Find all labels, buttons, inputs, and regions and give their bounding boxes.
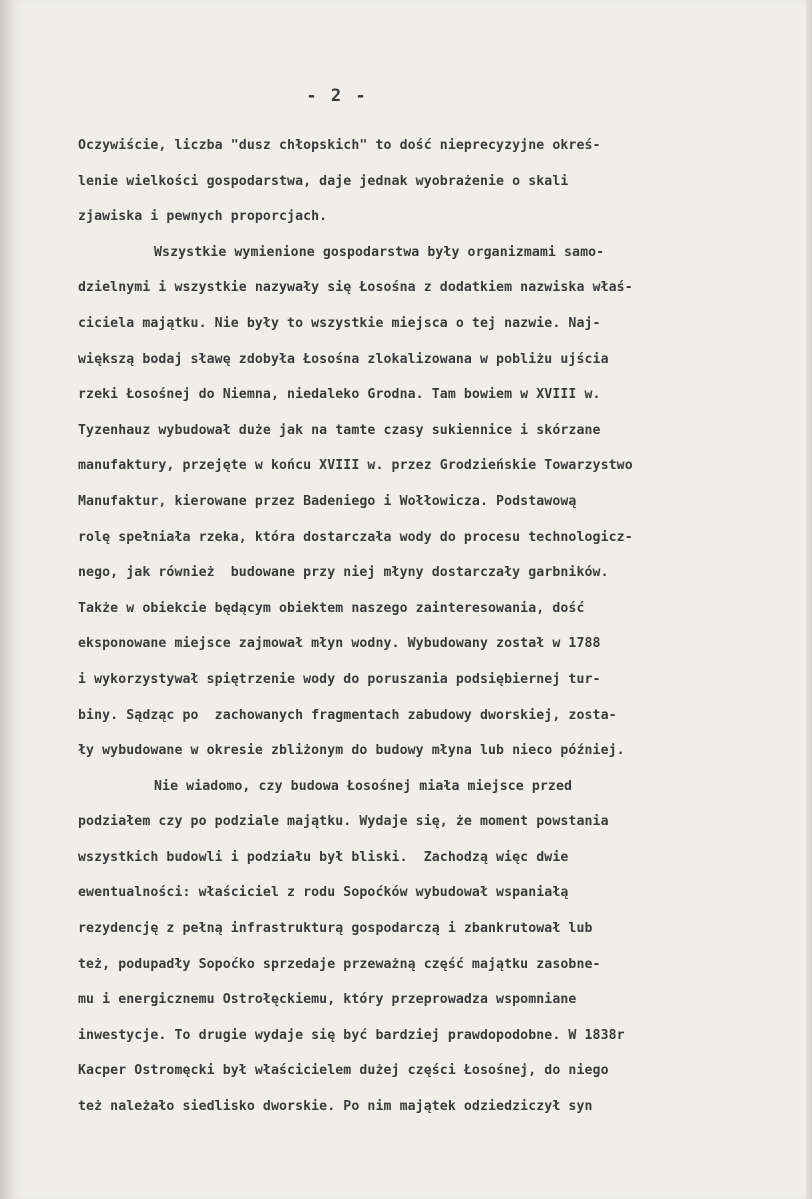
text-line: Oczywiście, liczba "dusz chłopskich" to dość nieprecyzyjne okreś-: [78, 138, 601, 153]
text-line: ewentualności: właściciel z rodu Sopoćków wybudował wspaniałą: [78, 885, 569, 901]
text-line: lenie wielkości gospodarstwa, daje jednak wyobrażenie o skali: [78, 173, 569, 189]
text-line: ciciela majątku. Nie były to wszystkie miejsca o tej nazwie. Naj-: [78, 315, 601, 331]
text-line: manufaktury, przejęte w końcu XVIII w. przez Grodzieńskie Towarzystwo: [78, 458, 633, 474]
paragraph-start-line: Nie wiadomo, czy budowa Łosośnej miała miejsce przed: [154, 778, 573, 794]
text-line: podziałem czy po podziale majątku. Wydaje się, że moment powstania: [78, 814, 609, 830]
text-line: Kacper Ostromęcki był właścicielem dużej części Łosośnej, do niego: [78, 1063, 609, 1079]
text-line: też należało siedlisko dworskie. Po nim majątek odziedziczył syn: [78, 1099, 593, 1115]
text-line: ły wybudowane w okresie zbliżonym do budowy młyna lub nieco później.: [78, 743, 625, 759]
text-line: mu i energicznemu Ostrołęckiemu, który przeprowadza wspomniane: [78, 992, 577, 1008]
paragraph-start-line: Wszystkie wymienione gospodarstwa były organizmami samo-: [154, 244, 605, 260]
text-line: rezydencję z pełną infrastrukturą gospodarczą i zbankrutował lub: [78, 921, 593, 937]
text-line: eksponowane miejsce zajmował młyn wodny. Wybudowany został w 1788: [78, 636, 601, 652]
page-number: - 2 -: [306, 86, 368, 106]
text-line: nego, jak również budowane przy niej młyny dostarczały garbników.: [78, 565, 609, 581]
text-line: Także w obiekcie będącym obiektem naszego zainteresowania, dość: [78, 600, 585, 616]
text-line: też, podupadły Sopoćko sprzedaje przeważną część majątku zasobne-: [78, 956, 601, 972]
text-line: Manufaktur, kierowane przez Badeniego i Wołłowicza. Podstawową: [78, 493, 577, 509]
body-text: [78, 128, 812, 1125]
text-line: zjawiska i pewnych proporcjach.: [78, 209, 328, 225]
text-line: dzielnymi i wszystkie nazywały się Łosośna z dodatkiem nazwiska właś-: [78, 280, 633, 296]
text-line: wszystkich budowli i podziału był bliski. Zachodzą więc dwie: [78, 849, 569, 865]
text-line: i wykorzystywał spiętrzenie wody do poruszania podsiębiernej tur-: [78, 671, 601, 687]
text-line: większą bodaj sławę zdobyła Łosośna zlokalizowana w pobliżu ujścia: [78, 351, 609, 367]
text-line: inwestycje. To drugie wydaje się być bardziej prawdopodobne. W 1838r: [78, 1027, 625, 1043]
text-line: biny. Sądząc po zachowanych fragmentach zabudowy dworskiej, zosta-: [78, 707, 617, 723]
text-line: Tyzenhauz wybudował duże jak na tamte czasy sukiennice i skórzane: [78, 422, 601, 438]
text-line: rzeki Łosośnej do Niemna, niedaleko Grodna. Tam bowiem w XVIII w.: [78, 387, 601, 403]
text-line: rolę spełniała rzeka, która dostarczała wody do procesu technologicz-: [78, 529, 633, 545]
